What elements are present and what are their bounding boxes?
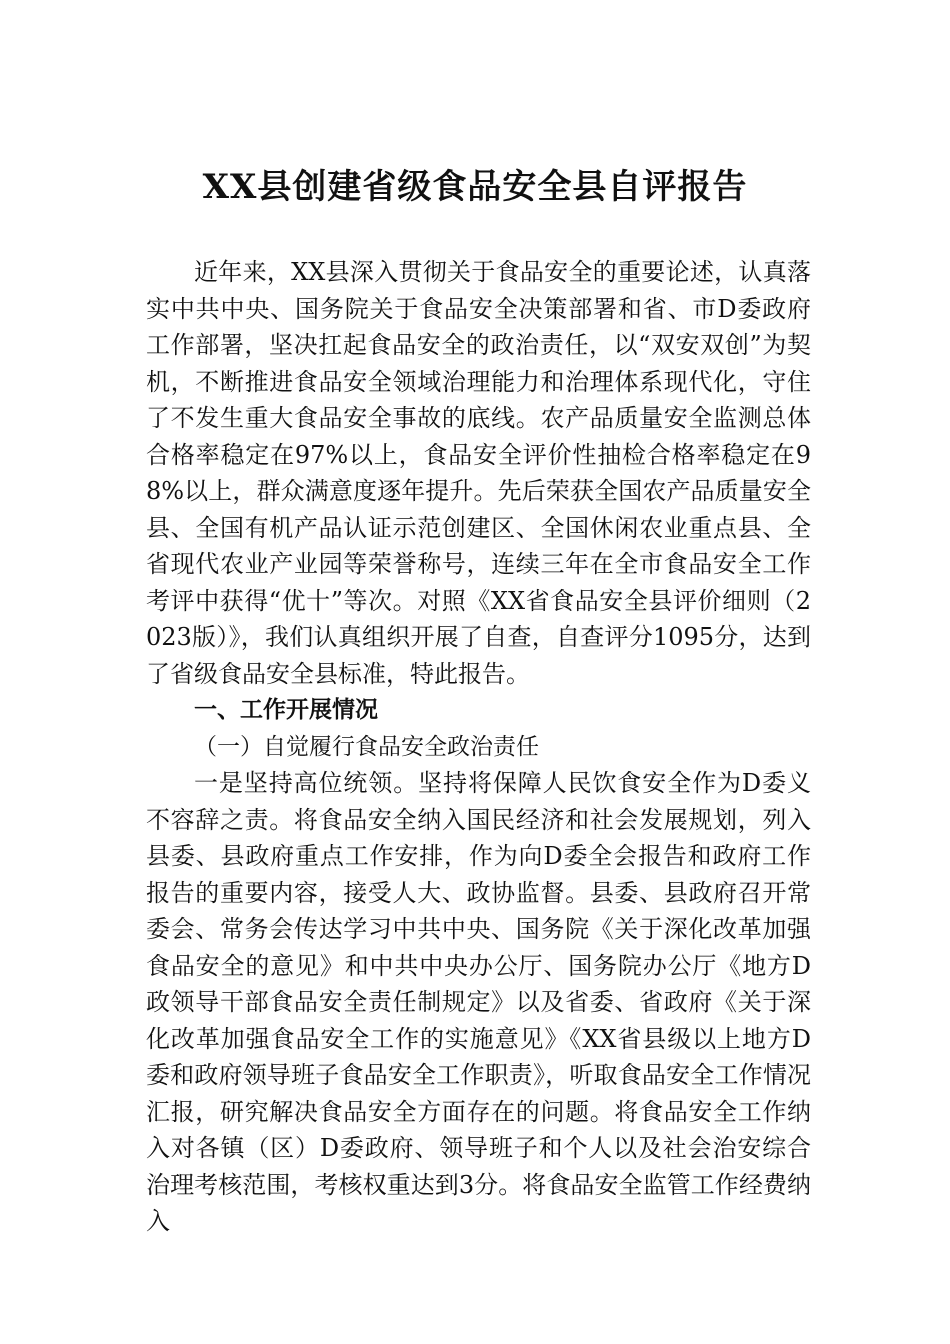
document-body xyxy=(146,254,811,1240)
intro-paragraph: 近年来，XX县深入贯彻关于食品安全的重要论述，认真落实中共中央、国务院关于食品安全决策部署和省、市D委政府工作部署，坚决扛起食品安全的政治责任，以“双安双创”为契机，不断推进食品安全领域治理能力和治理体系现代化，守住了不发生重大食品安全事故的底线。农产品质量安全监测总体合格率稳定在97%以上，食品安全评价性抽检合格率稳定在98%以上，群众满意度逐年提升。先后荣获全国农产品质量安全县、全国有机产品认证示范创建区、全国休闲农业重点县、全省现代农业产业园等荣誉称号，连续三年在全市食品安全工作考评中获得“优十”等次。对照《XX省食品安全县评价细则（2023版）》，我们认真组织开展了自查，自查评分1095分，达到了省级食品安全县标准，特此报告。 xyxy=(146,258,811,688)
subsection-heading: （一）自觉履行食品安全政治责任 xyxy=(194,733,539,760)
section-heading: 一、工作开展情况 xyxy=(194,697,378,723)
document-title: XX县创建省级食品安全县自评报告 xyxy=(202,167,748,207)
subsection-paragraph: 一是坚持高位统领。坚持将保障人民饮食安全作为D委义不容辞之责。将食品安全纳入国民经济和社会发展规划，列入县委、县政府重点工作安排，作为向D委全会报告和政府工作报告的重要内容，接受人大、政协监督。县委、县政府召开常委会、常务会传达学习中共中央、国务院《关于深化改革加强食品安全的意见》和中共中央办公厅、国务院办公厅《地方D政领导干部食品安全责任制规定》以及省委、省政府《关于深化改革加强食品安全工作的实施意见》《XX省县级以上地方D委和政府领导班子食品安全工作职责》，听取食品安全工作情况汇报，研究解决食品安全方面存在的问题。将食品安全工作纳入对各镇（区）D委政府、领导班子和个人以及社会治安综合治理考核范围，考核权重达到3分。将食品安全监管工作经费纳入 xyxy=(146,769,811,1235)
